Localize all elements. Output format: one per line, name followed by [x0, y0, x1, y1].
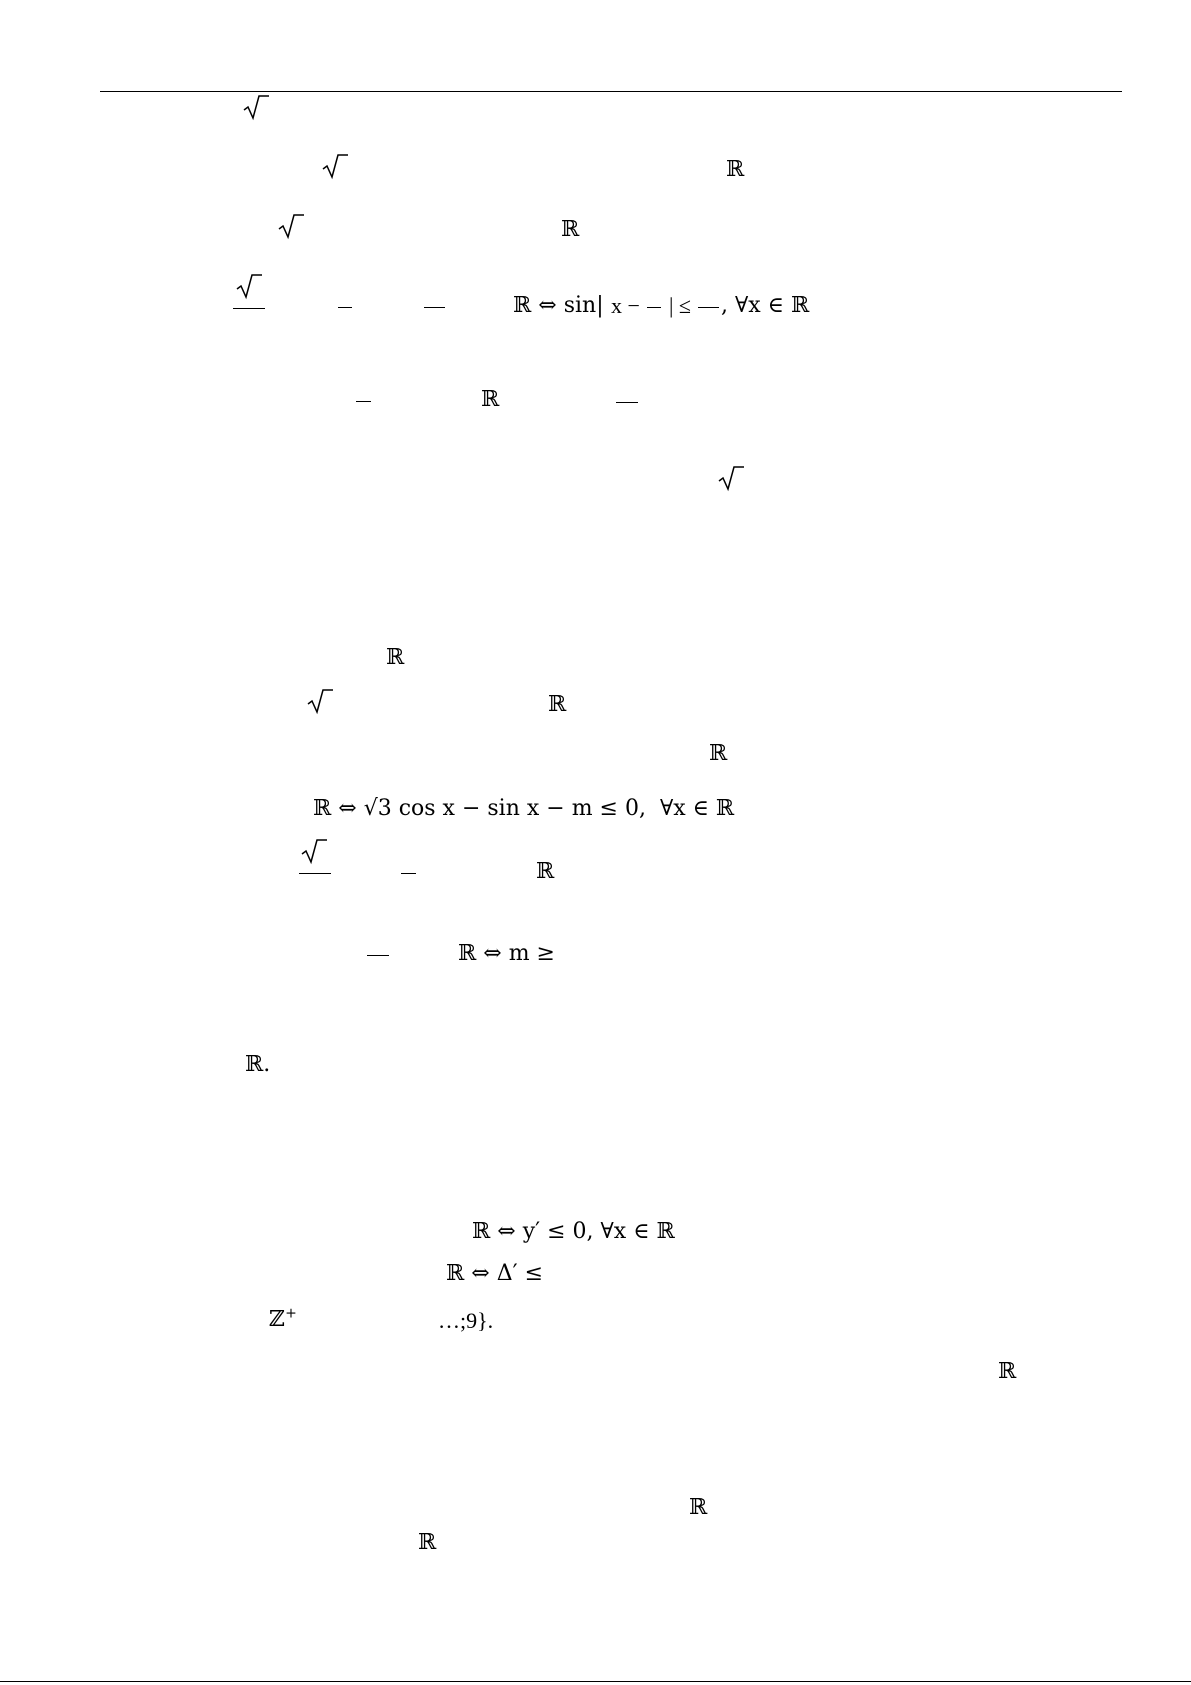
sqrt-symbol: [718, 465, 744, 491]
real-set-symbol: ℝ: [689, 1495, 708, 1520]
real-set-symbol: ℝ: [536, 859, 555, 884]
fraction-bar: [698, 307, 719, 308]
integer-set-symbol: [269, 1307, 297, 1333]
real-set-symbol: ℝ: [386, 645, 405, 670]
real-set-symbol: ℝ: [481, 387, 500, 412]
equation-fragment: x −: [611, 293, 640, 318]
real-set-symbol: ℝ: [418, 1530, 437, 1555]
equation-fragment: ℝ ⇔ sin|: [513, 293, 604, 318]
sqrt-symbol: [236, 273, 262, 299]
sqrt-symbol: [301, 838, 327, 864]
integer-set-superscript: +: [285, 1305, 297, 1322]
real-set-symbol: ℝ: [548, 692, 567, 717]
equation-line: ℝ ⇔ y′ ≤ 0, ∀x ∈ ℝ: [472, 1219, 675, 1244]
equation-fragment: , ∀x ∈ ℝ: [721, 293, 810, 318]
fraction-bar: [367, 955, 389, 956]
real-set-symbol: ℝ: [709, 741, 728, 766]
fraction-bar: [401, 873, 416, 874]
integer-set-letter: ℤ: [269, 1307, 286, 1332]
real-set-symbol: ℝ: [561, 217, 580, 242]
fraction-bar: [647, 307, 661, 308]
equation-fragment: ℝ ⇔ Δ′ ≤: [446, 1261, 544, 1286]
real-set-symbol: ℝ: [998, 1359, 1017, 1384]
equation-fragment: ℝ ⇔ m ≥: [458, 941, 555, 966]
equation-line: ℝ ⇔ √3 cos x − sin x − m ≤ 0, ∀x ∈ ℝ: [313, 796, 735, 821]
fraction-bar: [233, 308, 265, 309]
equation-fragment: …;9}.: [438, 1308, 494, 1333]
equation-fragment: ℝ.: [245, 1052, 271, 1077]
sqrt-symbol: [278, 213, 304, 239]
real-set-symbol: ℝ: [726, 157, 745, 182]
fraction-bar: [616, 402, 638, 403]
sqrt-symbol: [307, 688, 333, 714]
header-rule: [100, 91, 1122, 92]
sqrt-symbol: [243, 94, 269, 120]
fraction-bar: [299, 873, 331, 874]
equation-fragment: | ≤: [669, 293, 691, 318]
fraction-bar: [356, 401, 371, 402]
sqrt-symbol: [322, 153, 348, 179]
fraction-bar: [338, 307, 352, 308]
fraction-bar: [424, 307, 445, 308]
bottom-rule: [0, 1681, 1191, 1682]
